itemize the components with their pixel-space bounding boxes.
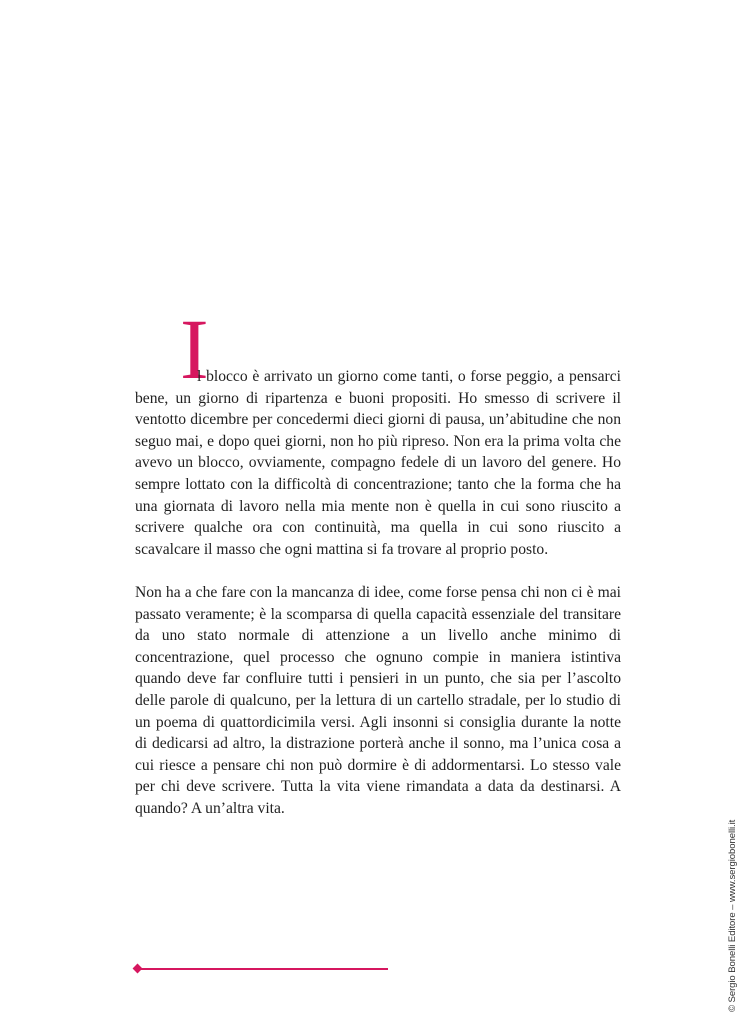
drop-cap: I: [180, 301, 209, 397]
publisher-credit: © Sergio Bonelli Editore – www.sergiobonelli.it: [727, 819, 738, 1012]
paragraph-2: Non ha a che fare con la mancanza di idee, come forse pensa chi non ci è mai passato veramente; è la scomparsa di quella capacità essenziale del transitare da uno stato normale di attenzione a un livello anche minimo di concentrazione, quel processo che ognuno compie in maniera istintiva quando deve far confluire tutti i pensieri in un punto, che sia per l’ascolto delle parole di qualcuno, per la lettura di un cartello stradale, per lo studio di un poema di quattordicimila versi. Agli insonni si consiglia durante la notte di dedicarsi ad altro, la distrazione porterà anche il sonno, ma l’unica cosa a cui riesce a pensare chi non può dormire è di addormentarsi. Lo stesso vale per chi deve scrivere. Tutta la vita viene rimandata a data da destinarsi. A quando? A un’altra vita.: [135, 583, 621, 817]
paragraph-1: [135, 366, 621, 560]
body-text: [135, 366, 621, 819]
paragraph-1-text: l blocco è arrivato un giorno come tanti, o forse peggio, a pensarci bene, un giorno di ripartenza e buoni propositi. Ho smesso di scrivere il ventotto dicembre per concedermi dieci giorni di pausa, un’abitudine che non seguo mai, e dopo quei giorni, non ho più ripreso. Non era la prima volta che avevo un blocco, ovviamente, compagno fedele di un lavoro del genere. Ho sempre lottato con la difficoltà di concentrazione; tanto che la forma che ha una giornata di lavoro nella mia mente non è quella in cui sono riuscito a scrivere qualche ora con continuità, ma quella in cui sono riuscito a scavalcare il masso che ogni mattina si fa trovare al proprio posto.: [135, 368, 621, 558]
ornament-rule: [140, 968, 388, 970]
